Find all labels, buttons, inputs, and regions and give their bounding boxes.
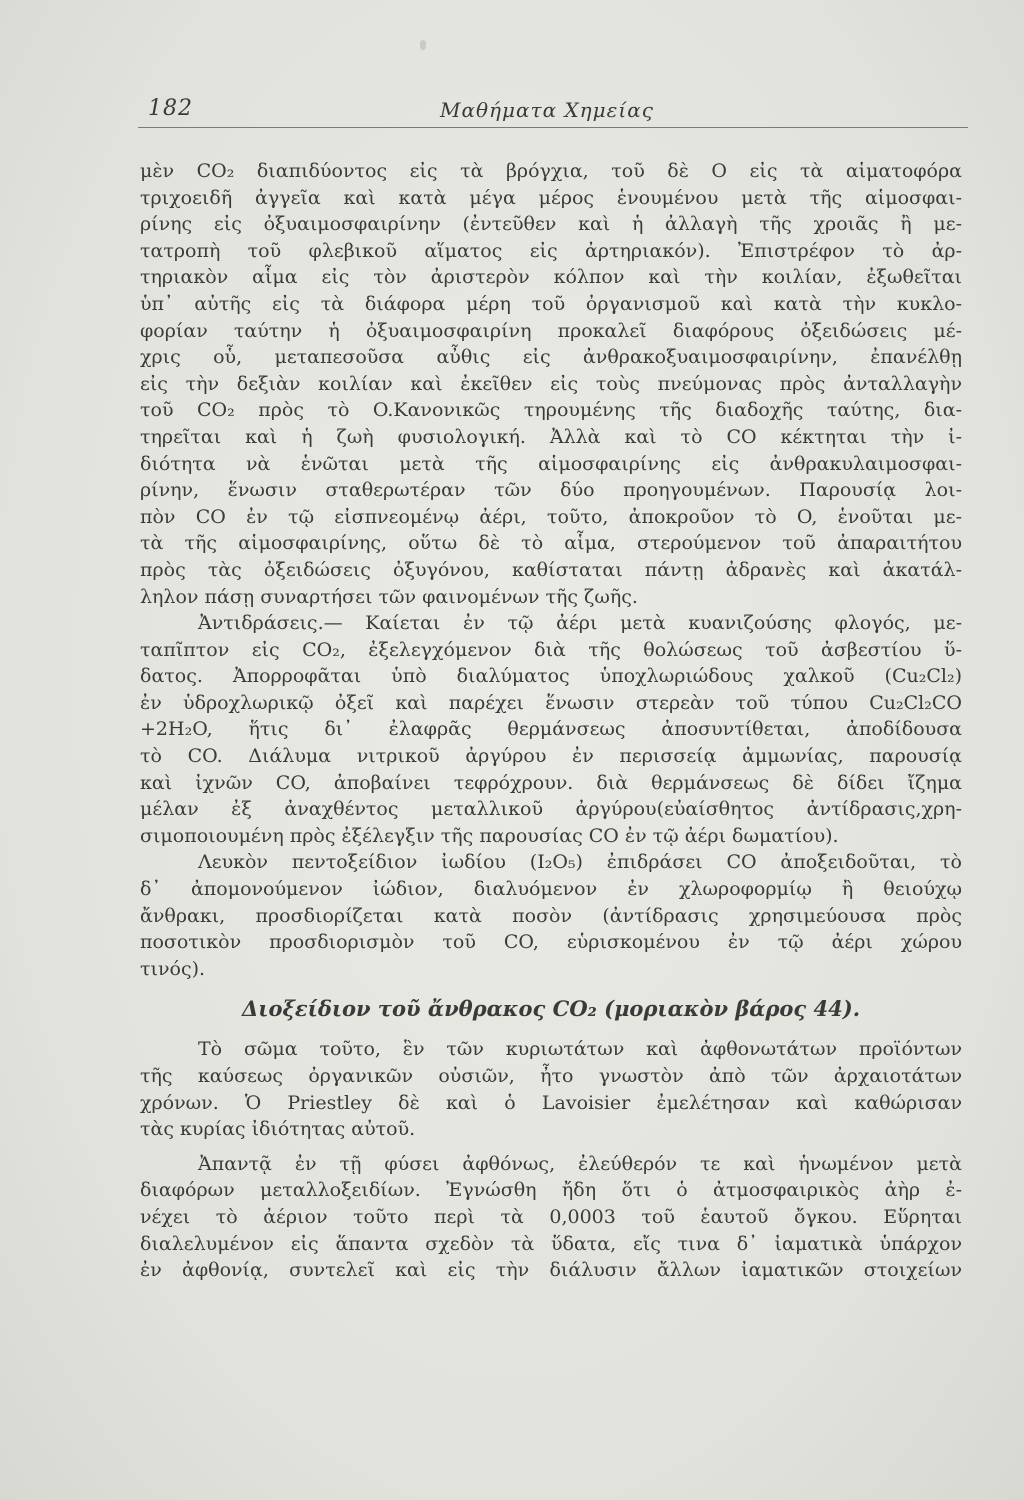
text-line: ἄνθρακι, προσδιορίζεται κατὰ ποσὸν (ἀντίδρασις χρησιμεύουσα πρὸς — [140, 904, 962, 927]
text-line: Τὸ σῶμα τοῦτο, ἓν τῶν κυριωτάτων καὶ ἀφθονωτάτων προϊόντων — [198, 1038, 962, 1061]
text-line: πὸν CO ἐν τῷ εἰσπνεομένῳ ἀέρι, τοῦτο, ἀποκροῦον τὸ O, ἑνοῦται με- — [140, 505, 962, 528]
text-line: +2H₂O, ἥτις δι᾿ ἐλαφρᾶς θερμάνσεως ἀποσυντίθεται, ἀποδίδουσα — [140, 718, 962, 741]
text-line: τινός). — [140, 957, 206, 980]
text-line: ρίνην, ἕνωσιν σταθερωτέραν τῶν δύο προηγουμένων. Παρουσίᾳ λοι- — [140, 479, 962, 502]
text-line: διαφόρων μεταλλοξειδίων. Ἐγνώσθη ἤδη ὅτι ὁ ἀτμοσφαιρικὸς ἀὴρ ἐ- — [140, 1179, 962, 1202]
paragraph-iodine — [140, 849, 962, 982]
text-line: τῆς καύσεως ὀργανικῶν οὐσιῶν, ἦτο γνωστὸν ἀπὸ τῶν ἀρχαιοτάτων — [140, 1065, 962, 1087]
text-line: χρις οὗ, μεταπεσοῦσα αὖθις εἰς ἀνθρακοξυαιμοσφαιρίνην, ἐπανέλθῃ — [140, 346, 962, 369]
paragraph-circulation — [140, 158, 962, 610]
text-line: τριχοειδῆ ἀγγεῖα καὶ κατὰ μέγα μέρος ἑνουμένου μετὰ τῆς αἱμοσφαι- — [140, 186, 962, 209]
text-line: Ἀντιδράσεις.— Καίεται ἐν τῷ ἀέρι μετὰ κυανιζούσης φλογός, με- — [198, 612, 962, 635]
text-line: ποσοτικὸν προσδιορισμὸν τοῦ CO, εὑρισκομένου ἐν τῷ ἀέρι χώρου — [140, 931, 962, 954]
text-line: νέχει τὸ ἀέριον τοῦτο περὶ τὰ 0,0003 τοῦ ἑαυτοῦ ὄγκου. Εὕρηται — [140, 1205, 962, 1228]
text-line: τηριακὸν αἷμα εἰς τὸν ἀριστερὸν κόλπον καὶ τὴν κοιλίαν, ἐξωθεῖται — [140, 266, 962, 289]
paragraph-reactions — [140, 610, 962, 849]
text-line: τηρεῖται καὶ ἡ ζωὴ φυσιολογική. Ἀλλὰ καὶ τὸ CO κέκτηται τὴν ἰ- — [140, 425, 962, 448]
text-line: δατος. Ἀπορροφᾶται ὑπὸ διαλύματος ὑποχλωριώδους χαλκοῦ (Cu₂Cl₂) — [140, 665, 962, 688]
text-line: Λευκὸν πεντοξείδιον ἰωδίου (I₂O₅) ἐπιδράσει CO ἀποξειδοῦται, τὸ — [198, 851, 962, 874]
text-line: διαλελυμένον εἰς ἅπαντα σχεδὸν τὰ ὕδατα, εἴς τινα δ᾿ ἰαματικὰ ὑπάρχον — [140, 1232, 962, 1255]
paragraph-history — [140, 1036, 962, 1142]
text-line: ληλον πάσῃ συναρτήσει τῶν φαινομένων τῆς ζωῆς. — [140, 585, 638, 608]
spacer — [140, 1143, 962, 1151]
text-line: διότητα νὰ ἑνῶται μετὰ τῆς αἱμοσφαιρίνης εἰς ἀνθρακυλαιμοσφαι- — [140, 452, 962, 475]
text-line: τὰ τῆς αἱμοσφαιρίνης, οὕτω δὲ τὸ αἷμα, στερούμενον τοῦ ἀπαραιτήτου — [140, 532, 962, 555]
text-line: τὰς κυρίας ἰδιότητας αὐτοῦ. — [140, 1118, 416, 1141]
text-line: σιμοποιουμένη πρὸς ἐξέλεγξιν τῆς παρουσίας CO ἐν τῷ ἀέρι δωματίου). — [140, 824, 839, 847]
text-line: ἐν ἀφθονίᾳ, συντελεῖ καὶ εἰς τὴν διάλυσιν ἄλλων ἰαματικῶν στοιχείων — [140, 1259, 962, 1282]
text-line: πρὸς τὰς ὀξειδώσεις ὀξυγόνου, καθίσταται πάντῃ ἀδρανὲς καὶ ἀκατάλ- — [140, 558, 962, 581]
text-line: Ἀπαντᾷ ἐν τῇ φύσει ἀφθόνως, ἐλεύθερόν τε καὶ ἡνωμένον μετὰ — [198, 1152, 962, 1175]
text-line: καὶ ἰχνῶν CO, ἀποβαίνει τεφρόχρουν. διὰ θερμάνσεως δὲ δίδει ἴζημα — [140, 771, 962, 794]
text-line: τατροπὴ τοῦ φλεβικοῦ αἵματος εἰς ἀρτηριακόν). Ἐπιστρέφον τὸ ἀρ- — [140, 239, 962, 262]
body-text — [140, 158, 962, 1284]
text-line: δ᾿ ἀπομονούμενον ἰώδιον, διαλυόμενον ἐν χλωροφορμίῳ ἢ θειούχῳ — [140, 878, 962, 901]
text-line: φορίαν ταύτην ἡ ὀξυαιμοσφαιρίνη προκαλεῖ διαφόρους ὀξειδώσεις μέ- — [140, 319, 962, 342]
text-line: ταπῖπτον εἰς CO₂, ἐξελεγχόμενον διὰ τῆς θολώσεως τοῦ ἀσβεστίου ὕ- — [140, 638, 962, 661]
text-line: μέλαν ἐξ ἀναχθέντος μεταλλικοῦ ἀργύρου(εὐαίσθητος ἀντίδρασις,χρη- — [140, 798, 962, 821]
running-title: Μαθήματα Χημείας — [440, 98, 654, 122]
text-line: ἐν ὑδροχλωρικῷ ὀξεῖ καὶ παρέχει ἕνωσιν στερεὰν τοῦ τύπου Cu₂Cl₂CO — [140, 691, 962, 714]
text-line: χρόνων. Ὁ Priestley δὲ καὶ ὁ Lavoisier ἐμελέτησαν καὶ καθώρισαν — [140, 1091, 962, 1114]
header-rule — [138, 127, 968, 128]
section-heading: Διοξείδιον τοῦ ἄνθρακος CO₂ (μοριακὸν βάρος 44). — [242, 996, 861, 1022]
page-header — [140, 96, 960, 130]
text-line: τὸ CO. Διάλυμα νιτρικοῦ ἀργύρου ἐν περισσείᾳ ἀμμωνίας, παρουσίᾳ — [140, 745, 962, 768]
text-line: ὑπ᾿ αὐτῆς εἰς τὰ διάφορα μέρη τοῦ ὀργανισμοῦ καὶ κατὰ τὴν κυκλο- — [140, 292, 962, 315]
spacer — [140, 982, 962, 990]
print-smudge — [420, 40, 426, 50]
page-number: 182 — [148, 96, 193, 121]
text-line: μὲν CO₂ διαπιδύοντος εἰς τὰ βρόγχια, τοῦ δὲ O εἰς τὰ αἱματοφόρα — [140, 160, 962, 182]
text-line: εἰς τὴν δεξιὰν κοιλίαν καὶ ἐκεῖθεν εἰς τοὺς πνεύμονας πρὸς ἀνταλλαγὴν — [140, 372, 962, 395]
text-line: ρίνης εἰς ὀξυαιμοσφαιρίνην (ἐντεῦθεν καὶ ἡ ἀλλαγὴ τῆς χροιᾶς ἢ με- — [140, 213, 962, 236]
paragraph-occurrence — [140, 1151, 962, 1284]
spacer — [140, 1028, 962, 1036]
text-line: τοῦ CO₂ πρὸς τὸ O.Κανονικῶς τηρουμένης τῆς διαδοχῆς ταύτης, δια- — [140, 399, 962, 422]
